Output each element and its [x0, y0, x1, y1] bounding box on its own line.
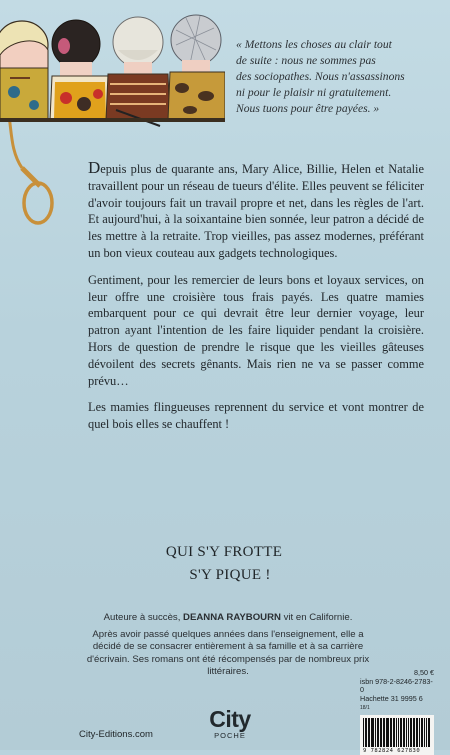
barcode-bar [403, 718, 405, 747]
synopsis-paragraph-3: Les mamies flingueuses reprennent du service et vont montrer de quel bois elles se chauffent ! [88, 400, 424, 432]
author-bio [78, 612, 378, 683]
barcode-bar [369, 718, 370, 747]
barcode-digits: 9 782824 627830 [363, 747, 421, 754]
barcode-bar [371, 718, 374, 747]
synopsis-paragraph-2: Gentiment, pour les remercier de leurs bons et loyaux services, on leur offre une croisière tous frais payés. Les quatre mamies embarquent pour ce qui devrait être leur dernier voyage, leur patron ayant l'intention de les faire liquider pendant la croisière. Hors de question de prendre le risque que les vieilles gâteuses dévoilent des secrets gênants. Mais rien ne va se passer comme prévu… [88, 272, 424, 388]
barcode-bar [386, 718, 389, 747]
barcode-bar [398, 718, 399, 747]
price: 8,50 € [414, 668, 434, 677]
barcode-bar [413, 718, 414, 747]
barcode-bar [375, 718, 376, 747]
barcode-bar [414, 718, 415, 747]
barcode-bar [396, 718, 397, 747]
barcode-bar [363, 718, 364, 747]
publisher-ref-text: Hachette 31 9995 6 [360, 693, 423, 703]
barcode [360, 715, 434, 755]
synopsis [88, 160, 424, 443]
barcode-bar [400, 718, 403, 747]
barcode-bar [390, 718, 391, 747]
logo-sub: POCHE [214, 731, 246, 740]
barcode-bar [410, 718, 412, 747]
small-code: 18/1 [360, 705, 370, 712]
publisher-website: City-Editions.com [79, 729, 153, 740]
publisher-ref [360, 695, 434, 713]
tagline-line-2: S'Y PIQUE ! [189, 567, 271, 583]
barcode-bar [406, 718, 407, 747]
barcode-bar [377, 718, 379, 747]
barcode-bar [391, 718, 392, 747]
barcode-bar [426, 718, 427, 747]
author-name: DEANNA RAYBOURN [183, 612, 281, 623]
quote-line: de suite : nous ne sommes pas [236, 54, 376, 67]
synopsis-paragraph-1 [88, 160, 424, 262]
barcode-block [360, 669, 434, 755]
quote-line: « Mettons les choses au clair tout [236, 38, 392, 51]
barcode-bar [408, 718, 409, 747]
bio-intro [78, 612, 378, 625]
barcode-bar [416, 718, 418, 747]
barcode-bar [381, 718, 382, 747]
barcode-bar [380, 718, 381, 747]
quote-line: Nous tuons pour être payées. » [236, 102, 380, 115]
barcode-bar [419, 718, 420, 747]
quote-line: des sociopathes. Nous n'assassinons [236, 70, 405, 83]
barcode-bar [421, 718, 424, 747]
barcode-bar [383, 718, 385, 747]
bio-intro-text: Auteure à succès, [103, 612, 184, 623]
logo-word: City [209, 706, 251, 732]
publisher-logo [190, 708, 270, 740]
tagline-line-1: QUI S'Y FROTTE [165, 544, 283, 560]
barcode-bar [368, 718, 369, 747]
paragraph-text: epuis plus de quarante ans, Mary Alice, Billie, Helen et Natalie travaillent pour un réseau de tueurs d'élite. Elles peuvent se féliciter d'avoir toujours fait un travail propre et net, dans les règles de l'art. Et aujourd'hui, à la soixantaine bien sonnée, leur patron a décidé de les mettre à la retraite. Trop vieilles, pas assez modernes, préférant un bon vieux couteau aux gadgets technologiques. [88, 162, 424, 260]
barcode-bar [365, 718, 367, 747]
tagline [0, 541, 450, 587]
bio-details: Après avoir passé quelques années dans l'enseignement, elle a décidé de se consacrer entièrement à sa famille et à sa carrière d'écrivain. Ses romans ont été récompensés par de nombreux prix littéraires. [86, 628, 370, 678]
bio-location: vit en Californie. [280, 612, 353, 623]
barcode-bar [424, 718, 425, 747]
pull-quote [236, 37, 426, 117]
isbn: isbn 978-2-8246-2783-0 [360, 676, 433, 695]
barcode-bar [428, 718, 430, 747]
drop-cap: D [88, 158, 101, 177]
quote-line: ni pour le plaisir ni gratuitement. [236, 86, 392, 99]
barcode-bar [393, 718, 395, 747]
